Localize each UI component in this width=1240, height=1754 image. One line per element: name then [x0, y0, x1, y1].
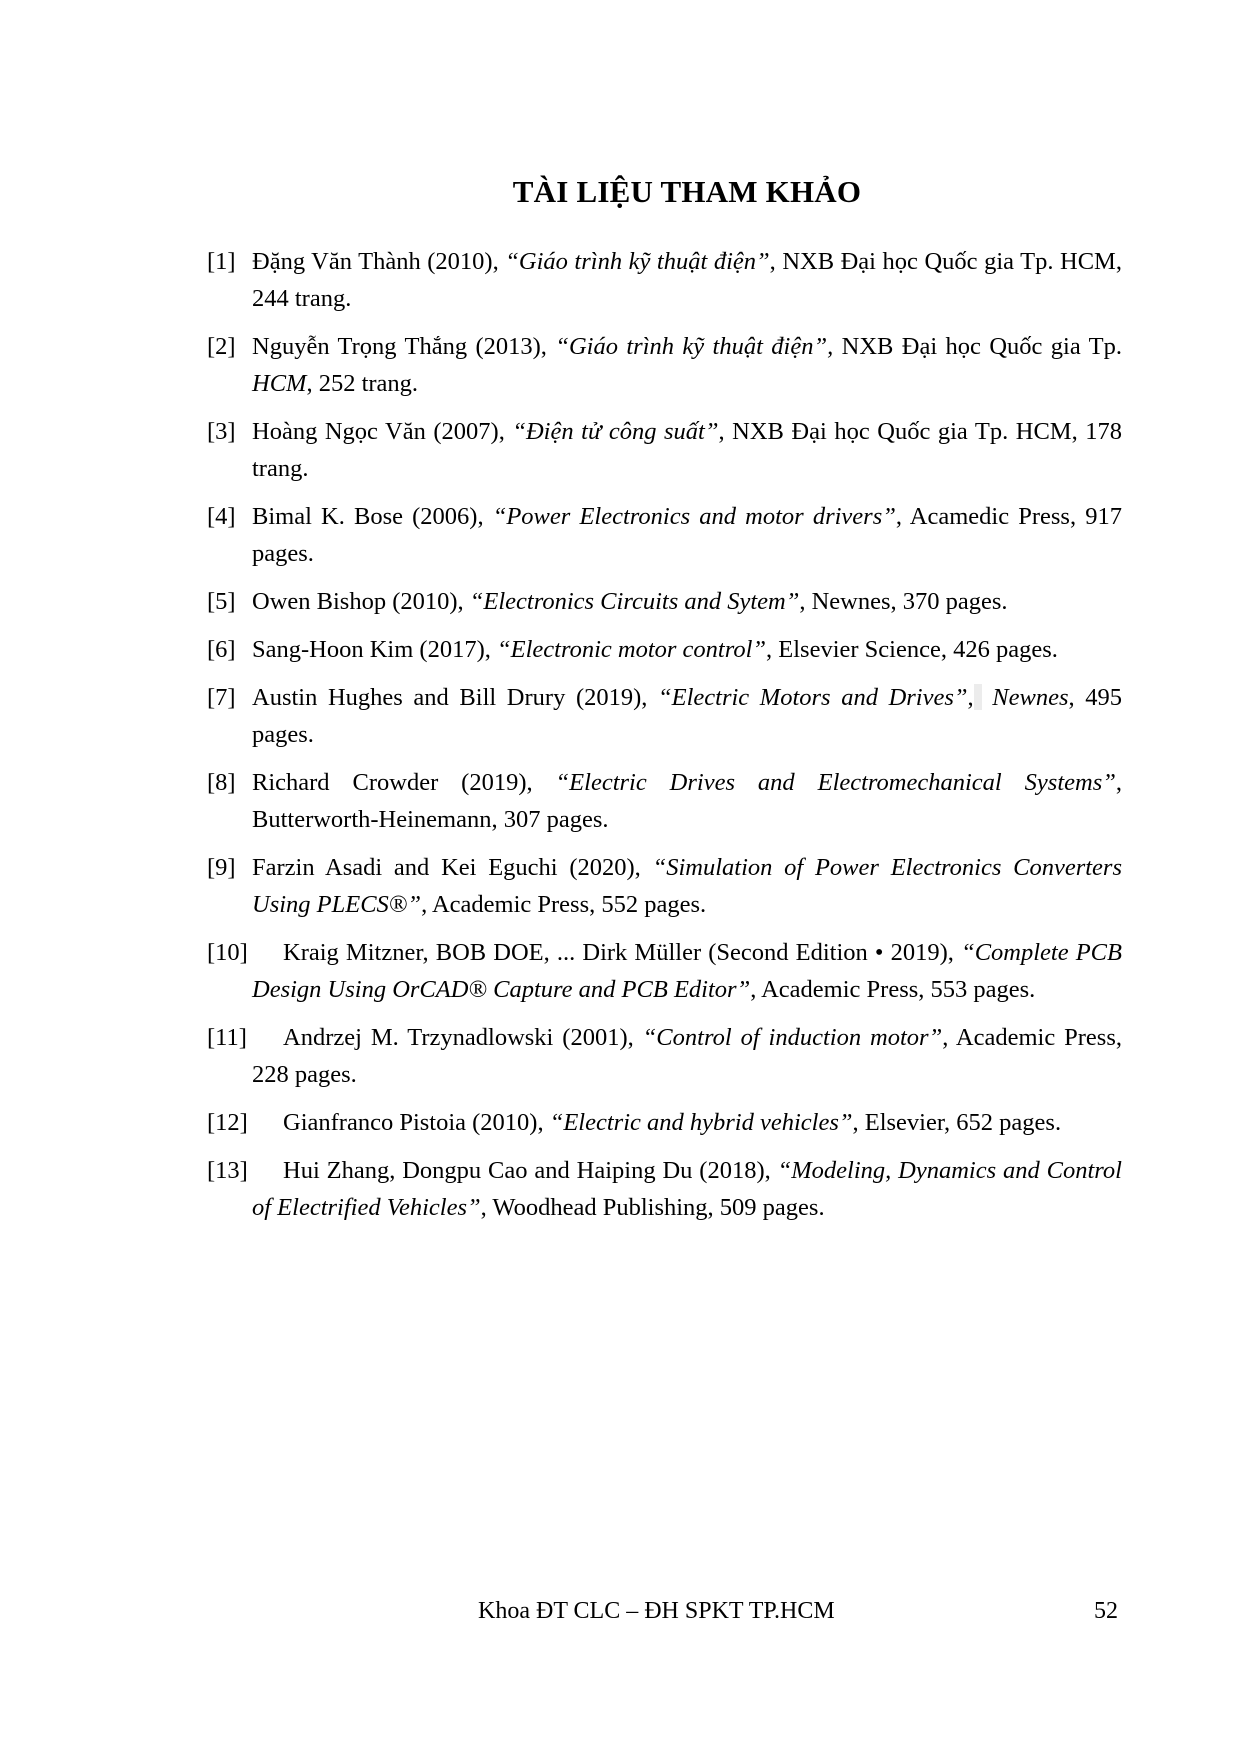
reference-title-run: Newnes	[981, 684, 1069, 711]
reference-number: [4]	[207, 503, 236, 530]
reference-text-run: Đặng Văn Thành (2010),	[252, 248, 506, 275]
reference-text-run: Owen Bishop (2010),	[252, 588, 470, 615]
reference-text-run: Hoàng Ngọc Văn (2007),	[252, 418, 513, 445]
field-shading	[974, 684, 982, 710]
reference-text-run: Bimal K. Bose (2006),	[252, 503, 493, 530]
reference-item	[207, 498, 1122, 572]
reference-text-run: Farzin Asadi and Kei Eguchi (2020),	[252, 854, 653, 881]
reference-text-run: , Woodhead Publishing, 509 pages.	[480, 1194, 825, 1221]
reference-text-run: ,	[967, 684, 974, 711]
reference-title-run: “Complete PCB Design Using OrCAD® Capture and PCB Editor”	[252, 939, 1122, 1003]
reference-title-run: “Điện tử công suất”	[512, 418, 719, 445]
footer-institution: Khoa ĐT CLC – ĐH SPKT TP.HCM	[478, 1598, 835, 1624]
reference-text-run: , 495 pages.	[252, 684, 1122, 748]
reference-text-run: Richard Crowder (2019),	[252, 769, 556, 796]
reference-text	[252, 769, 1122, 833]
reference-title-run: “Simulation of Power Electronics Converters Using PLECS®”	[252, 854, 1122, 918]
page-number: 52	[1094, 1598, 1118, 1624]
reference-text	[252, 636, 1058, 663]
reference-text	[252, 1109, 1061, 1136]
reference-title-run: “Modeling, Dynamics and Control of Electrified Vehicles”	[252, 1157, 1122, 1221]
reference-item	[207, 679, 1122, 753]
reference-title-run: “Electric Drives and Electromechanical Systems”	[555, 769, 1116, 796]
reference-item	[207, 1019, 1122, 1093]
reference-title-run: “Giáo trình kỹ thuật điện”,	[555, 333, 834, 360]
reference-item	[207, 764, 1122, 838]
reference-text	[252, 503, 1122, 567]
reference-item	[207, 934, 1122, 1008]
reference-text	[252, 1157, 1122, 1221]
reference-text-run: , 252 trang.	[306, 370, 419, 397]
reference-number: [6]	[207, 636, 236, 663]
reference-text	[252, 1024, 1122, 1088]
reference-text	[252, 248, 1122, 312]
reference-number: [1]	[207, 248, 236, 275]
reference-text-run: Nguyễn Trọng Thắng (2013),	[252, 333, 556, 360]
reference-text-run: , Acamedic Press, 917 pages.	[252, 503, 1122, 567]
reference-item	[207, 413, 1122, 487]
reference-item	[207, 243, 1122, 317]
reference-text	[252, 588, 1008, 615]
reference-text	[252, 684, 1122, 748]
reference-text-run: , Academic Press, 553 pages.	[750, 976, 1036, 1003]
reference-item	[207, 1104, 1122, 1141]
reference-number: [2]	[207, 333, 236, 360]
reference-number: [12]	[207, 1109, 248, 1136]
reference-text-run: Andrzej M. Trzynadlowski (2001),	[283, 1024, 643, 1051]
reference-list	[207, 243, 1122, 1237]
reference-text-run: Gianfranco Pistoia (2010),	[283, 1109, 550, 1136]
reference-number: [13]	[207, 1157, 248, 1184]
reference-text-run: NXB Đại học Quốc gia Tp.	[833, 333, 1123, 360]
reference-text-run: , Newnes, 370 pages.	[799, 588, 1008, 615]
reference-item	[207, 583, 1122, 620]
reference-text-run: , Elsevier Science, 426 pages.	[766, 636, 1058, 663]
reference-text-run: Hui Zhang, Dongpu Cao and Haiping Du (2018),	[283, 1157, 778, 1184]
reference-text	[252, 939, 1122, 1003]
reference-title-run: “Electric Motors and Drives”	[658, 684, 968, 711]
reference-text-run: , Butterworth-Heinemann, 307 pages.	[252, 769, 1122, 833]
reference-text-run: , Academic Press, 552 pages.	[421, 891, 707, 918]
reference-title-run: “Electronic motor control”	[496, 636, 767, 663]
reference-text-run: , Academic Press, 228 pages.	[252, 1024, 1123, 1088]
reference-item	[207, 849, 1122, 923]
reference-text	[252, 418, 1122, 482]
reference-text-run: , NXB Đại học Quốc gia Tp. HCM, 244 trang.	[252, 248, 1122, 312]
reference-title-run: “Giáo trình kỹ thuật điện”	[505, 248, 770, 275]
page-title: TÀI LIỆU THAM KHẢO	[512, 174, 862, 209]
reference-text-run: Sang-Hoon Kim (2017),	[252, 636, 497, 663]
reference-text-run: , Elsevier, 652 pages.	[852, 1109, 1062, 1136]
reference-number: [11]	[207, 1024, 247, 1051]
reference-text-run: Austin Hughes and Bill Drury (2019),	[252, 684, 659, 711]
reference-item	[207, 1152, 1122, 1226]
reference-number: [8]	[207, 769, 236, 796]
reference-text-run: , NXB Đại học Quốc gia Tp. HCM, 178 trang.	[252, 418, 1122, 482]
reference-number: [3]	[207, 418, 236, 445]
reference-item	[207, 631, 1122, 668]
reference-number: [10]	[207, 939, 248, 966]
reference-text	[252, 333, 1122, 397]
reference-item	[207, 328, 1122, 402]
reference-text	[252, 854, 1122, 918]
reference-text-run: Kraig Mitzner, BOB DOE, ... Dirk Müller (Second Edition • 2019),	[283, 939, 962, 966]
reference-title-run: “Control of induction motor”	[642, 1024, 943, 1051]
reference-number: [9]	[207, 854, 236, 881]
reference-title-run: “Electric and hybrid vehicles”	[549, 1109, 853, 1136]
reference-number: [7]	[207, 684, 236, 711]
reference-title-run: “Electronics Circuits and Sytem”	[469, 588, 800, 615]
reference-number: [5]	[207, 588, 236, 615]
reference-title-run: HCM	[252, 370, 307, 397]
reference-title-run: “Power Electronics and motor drivers”	[492, 503, 896, 530]
